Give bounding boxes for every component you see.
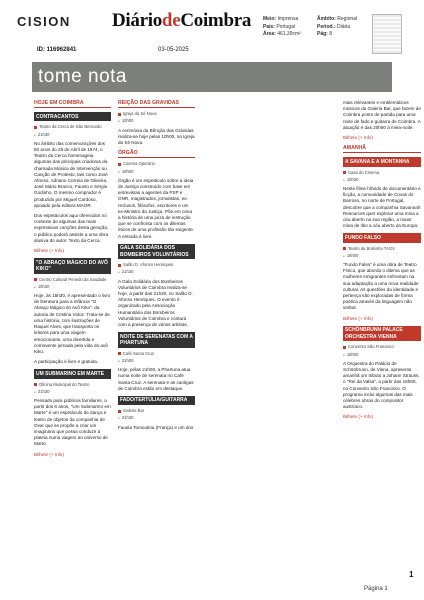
pin-icon: [343, 247, 346, 250]
venue-label: Teatro da Bolsinha TAGV: [343, 246, 421, 252]
event-title: FADO/TERTÚLIA/GUITARRA: [118, 396, 195, 405]
ticket-link[interactable]: Bilhete (+ Info): [34, 451, 65, 457]
venue-label: Igreja da Sé Nova: [118, 111, 195, 117]
clipping-date: 03-05-2025: [158, 47, 189, 53]
pin-icon: [118, 113, 121, 116]
event-time: ● 18h00: [343, 352, 421, 358]
column-3: [343, 100, 421, 425]
event-time: ● 21h30: [34, 132, 111, 138]
pin-icon: [34, 126, 37, 129]
event-text: A Gala Solidária dos Bombeiros Voluntários de Coimbra realiza-se hoje, a partir das 21h30, no Salão D. Afonso Henriques. O evento é organizado pela Associação Humanitária dos Bombeiros Voluntários de Coimbra e contará com a presença de vários artistas.: [118, 278, 193, 328]
event-text: Neste filme híbrido de documentário e ficção, a comunidade de Covas do Barroso, no norte de Portugal, descobre que a companhia Savannah Resources quer explorar uma mina a céu aberto na sua região, a maior mina de lítio a céu aberto da Europa.: [343, 186, 421, 229]
event-text: Pensado para públicos familiares, a partir dos 6 anos, "Um Submarino em Marte" é um espetáculo de dança e teatro de objetos da companhia de Ovar que se propõe a criar um imaginário que possa conduzir à plateia numa viagem ao universo de Marte.: [34, 397, 111, 447]
page-number: 1: [409, 570, 414, 579]
column-1: [34, 100, 111, 462]
pin-icon: [34, 278, 37, 281]
event-text: mais relevantes e emblemáticos músicos da Galeria Bar, que fazem de Coimbra ponto de partida para uma noite de fado e guitarra de Coimbra. A atuação é das 20h00 à meia-noite.: [343, 100, 421, 130]
pin-icon: [343, 346, 346, 349]
event-text: Dos espetáculos aqui oferecidos no contexto de algumas das mais expressivas canções desta geração, o público poderá assistir a uma obra alusiva do autor. Texto da Cerca.: [34, 213, 109, 243]
event-time: ● 10h00: [118, 118, 195, 124]
page-footer-label: Página 1: [364, 586, 388, 592]
ticket-link[interactable]: Bilhete (+ Info): [34, 248, 65, 254]
section-heading: REIÇÃO DAS GRAVIDAS: [118, 100, 195, 108]
ticket-link[interactable]: Bilhete (+ Info): [343, 414, 374, 420]
event-text: A cerimónia da Bênção das Grávidas realiza-se hoje pelas 10h00, na Igreja da Sé Nova.: [118, 127, 195, 146]
pin-icon: [118, 264, 121, 267]
event-time: ● 19h00: [118, 169, 195, 175]
event-title: "O ABRAÇO MÁGICO DO AVÔ KIKO": [34, 258, 111, 273]
section-heading: ÓRGÃO: [118, 150, 195, 158]
meta-right: Âmbito: Regional Period.: Diária Pág: 8: [317, 16, 358, 37]
event-time: ● 21h30: [118, 415, 195, 421]
event-text: "Fundo Falso" é uma obra de Teatro Físico, que aborda o dilema que as mulheres emigrantes enfrentam na sua adaptação a uma nova realidade cultural. As questões da identidade e pertença são exploradas de forma poética através da linguagem não verbal.: [343, 262, 419, 311]
event-time: ● 10h30: [343, 177, 421, 183]
venue-label: Cinema Operário: [118, 161, 195, 167]
venue-label: Oficina Municipal do Teatro: [34, 382, 111, 388]
event-time: ● 21h30: [34, 389, 111, 395]
pin-icon: [118, 410, 121, 413]
pin-icon: [118, 163, 121, 166]
event-title: UM SUBMARINO EM MARTE: [34, 369, 111, 378]
event-title: NOITE DE SERENATAS COM A PHARTUNA: [118, 332, 195, 347]
event-text: Fausta Tomoutina (França) e um dos: [118, 424, 194, 430]
event-text: A Orquestra do Palácio de Schönbrunn, de Viena, apresenta amanhã um tributo a Johann Strauss, o "Rei da Valsa", a partir das 18h00, no Convento São Francisco. O programa inclui algumas das mais célebres obras do compositor austríaco.: [343, 360, 420, 410]
venue-label: Casa do Cinema: [343, 170, 421, 176]
section-heading: HOJE EM COIMBRA: [34, 100, 111, 108]
ticket-link[interactable]: Bilhete (+ Info): [343, 315, 374, 321]
event-title: CONTRACANTOS: [34, 112, 111, 121]
ticket-link[interactable]: Bilhete (+ Info): [343, 135, 374, 141]
event-text: Hoje, às 15h30, é apresentado o livro de literatura para a infância "O Abraço Mágico do Avô Kiko", da autoria de Cristina Vidoz. Trata-se de uma história, com ilustrações de Raquel Alves, que transporta os leitores para uma viagem emocionante, uma divertida e comovente jornada pela vida do avô Kiko.: [34, 293, 111, 354]
event-time: ● 21h00: [118, 358, 195, 364]
cision-logo: CISION: [17, 14, 71, 29]
newspaper-masthead: DiáriodeCoimbra: [112, 10, 252, 31]
venue-label: Teatro da Cerca de São Bernardo: [34, 124, 111, 130]
event-title: A SAVANA E A MONTANHA: [343, 157, 421, 166]
event-title: FUNDO FALSO: [343, 233, 421, 242]
event-text: Hoje, pelas 21h00, a Phartuna atua numa noite de serenata no Café Santa Cruz. A serenata e as cantigas de Coimbra estão em destaque.: [118, 367, 194, 391]
meta-left: Meio: Imprensa País: Portugal Área: 461,39cm²: [263, 16, 301, 37]
venue-label: Salão D. Afonso Henriques: [118, 262, 195, 268]
event-title: GALA SOLIDÁRIA DOS BOMBEIROS VOLUNTÁRIOS: [118, 244, 195, 259]
clipping-id: ID: 116962841: [37, 47, 77, 53]
venue-label: Centro Cultural Penedo da Saudade: [34, 277, 111, 283]
section-banner: [32, 62, 392, 92]
venue-label: Café Santa Cruz: [118, 351, 195, 357]
clipping-header: [0, 0, 424, 62]
venue-label: Galeria Bar: [118, 408, 195, 414]
pin-icon: [118, 352, 121, 355]
event-time: ● 16h00: [343, 253, 421, 259]
pin-icon: [34, 383, 37, 386]
pin-icon: [343, 171, 346, 174]
banner-title: tome nota: [38, 66, 127, 87]
event-title: SCHÖNBRUNN PALACE ORCHESTRA VIENNA: [343, 326, 421, 341]
column-2: [118, 100, 195, 435]
event-text: No âmbito das comemorações dos 50 anos do 25 de Abril de 1974, o Teatro da Cerca homenageia algumas das principais criadoras da chamada Música de Intervenção ou Canção de Protesto, tais como José Afonso, Adriano Correia de Oliveira, José Mário Branco, Fausto e Sérgio Godinho. O mesmo comprador é produzido por Miguel Cardoso, apoiado pela editora MAOR.: [34, 140, 108, 208]
event-text: A participação é livre e gratuita.: [34, 359, 99, 365]
event-text: Órgão é um espetáculo sobre a ideia de Justiça construído com base em entrevistas a agentes da PSP e GNR, magistrados, jornalistas, ex-reclusos, filósofos, escritores e um ex-Ministro da Justiça. Põe em cena a história de uma juíza de instrução que se confronta com os dilemas éticos de uma profissão tão exigente. A entrada é livre.: [118, 177, 195, 239]
page-thumbnail: [372, 14, 402, 54]
event-time: ● 15h30: [34, 284, 111, 290]
event-time: ● 21h30: [118, 269, 195, 275]
section-heading: AMANHÃ: [343, 145, 421, 153]
venue-label: Convento São Francisco: [343, 344, 421, 350]
